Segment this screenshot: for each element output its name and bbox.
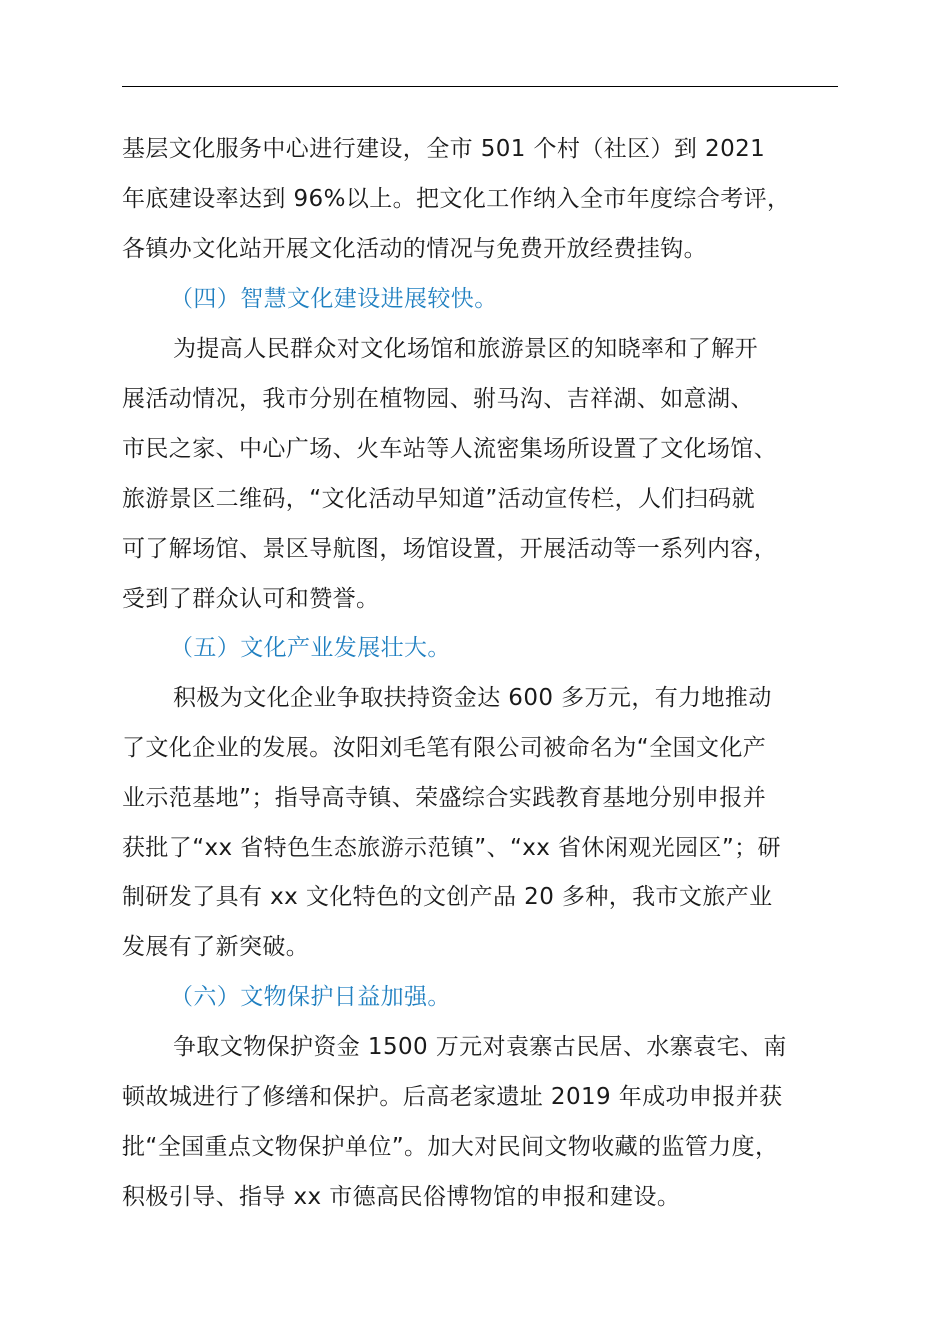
paragraph-line: 受到了群众认可和赞誉。 (122, 586, 380, 612)
paragraph-line: 各镇办文化站开展文化活动的情况与免费开放经费挂钩。 (122, 236, 707, 262)
header-rule (122, 86, 838, 87)
paragraph-line: 展活动情况，我市分别在植物园、驸马沟、吉祥湖、如意湖、 (122, 386, 754, 412)
section-heading: （四）智慧文化建设进展较快。 (170, 286, 498, 312)
section-heading: （五）文化产业发展壮大。 (170, 635, 451, 661)
paragraph-line: 年底建设率达到 96%以上。把文化工作纳入全市年度综合考评， (122, 186, 791, 212)
paragraph-line: 市民之家、中心广场、火车站等人流密集场所设置了文化场馆、 (122, 436, 778, 462)
paragraph-line: 业示范基地”；指导高寺镇、荣盛综合实践教育基地分别申报并 (122, 785, 767, 811)
paragraph-line: 了文化企业的发展。汝阳刘毛笔有限公司被命名为“全国文化产 (122, 735, 767, 761)
paragraph-line: 批“全国重点文物保护单位”。加大对民间文物收藏的监管力度， (122, 1134, 779, 1160)
paragraph-line: 可了解场馆、景区导航图，场馆设置，开展活动等一系列内容， (122, 536, 778, 562)
paragraph-line: 为提高人民群众对文化场馆和旅游景区的知晓率和了解开 (173, 336, 758, 362)
paragraph-line: 顿故城进行了修缮和保护。后高老家遗址 2019 年成功申报并获 (122, 1084, 783, 1110)
paragraph-line: 旅游景区二维码，“文化活动早知道”活动宣传栏，人们扫码就 (122, 486, 756, 512)
paragraph-line: 基层文化服务中心进行建设，全市 501 个村（社区）到 2021 (122, 136, 766, 162)
paragraph-line: 获批了“xx 省特色生态旅游示范镇”、“xx 省休闲观光园区”；研 (122, 835, 781, 861)
paragraph-line: 积极引导、指导 xx 市德高民俗博物馆的申报和建设。 (122, 1184, 681, 1210)
paragraph-line: 制研发了具有 xx 文化特色的文创产品 20 多种，我市文旅产业 (122, 884, 773, 910)
section-heading: （六）文物保护日益加强。 (170, 984, 451, 1010)
paragraph-line: 积极为文化企业争取扶持资金达 600 多万元，有力地推动 (173, 685, 772, 711)
paragraph-line: 发展有了新突破。 (122, 934, 310, 960)
paragraph-line: 争取文物保护资金 1500 万元对袁寨古民居、水寨袁宅、南 (173, 1034, 787, 1060)
